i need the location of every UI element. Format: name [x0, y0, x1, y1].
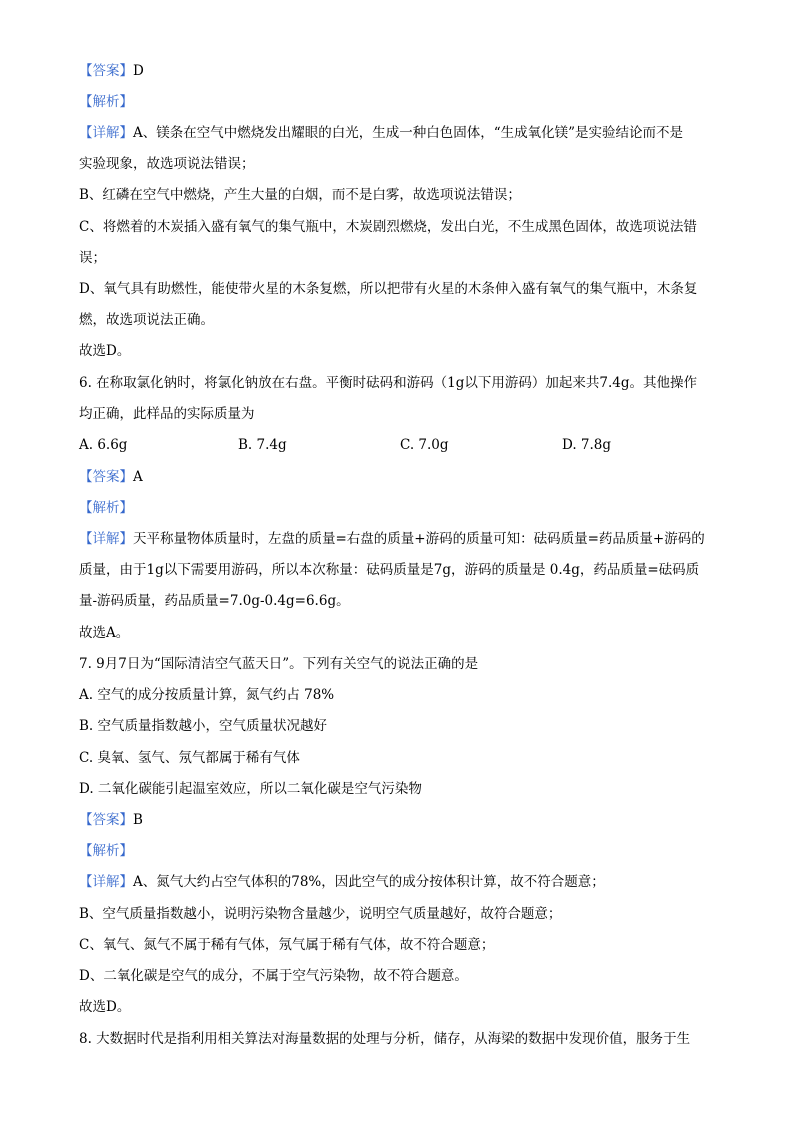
answer-line: [79, 61, 719, 81]
detail-text: D、二氧化碳是空气的成分，不属于空气污染物，故不符合题意。: [79, 968, 468, 984]
detail-text: A、氮气大约占空气体积的78%，因此空气的成分按体积计算，故不符合题意；: [133, 874, 605, 890]
detail-line: [79, 529, 719, 549]
detail-label: 【详解】: [79, 125, 133, 141]
answer-value: D: [133, 63, 144, 79]
answer-label: 【答案】: [79, 63, 133, 79]
answer-label: 【答案】: [79, 469, 133, 485]
question-stem: 7. 9月7日为“国际清洁空气蓝天日”。下列有关空气的说法正确的是: [79, 656, 479, 672]
detail-text: 质量，由于1g以下需要用游码，所以本次称量：砝码质量是7g，游码的质量是 0.4g，药品质量=砝码质: [79, 562, 700, 578]
analysis-line: [79, 841, 719, 861]
question-stem: 6. 在称取氯化钠时，将氯化钠放在右盘。平衡时砝码和游码（1g以下用游码）加起来共7.4g。其他操作: [79, 375, 698, 391]
detail-label: 【详解】: [79, 874, 133, 890]
answer-label: 【答案】: [79, 812, 133, 828]
detail-label: 【详解】: [79, 531, 133, 547]
conclusion-text: 故选D。: [79, 343, 131, 359]
analysis-label: 【解析】: [79, 500, 133, 516]
analysis-label: 【解析】: [79, 843, 133, 859]
option-b: B. 空气质量指数越小，空气质量状况越好: [79, 718, 328, 734]
detail-text: C、将燃着的木炭插入盛有氧气的集气瓶中，木炭剧烈燃烧，发出白光，不生成黑色固体，故选项说法错: [79, 219, 697, 235]
question-stem: 均正确，此样品的实际质量为: [79, 406, 255, 422]
detail-text: 天平称量物体质量时，左盘的质量=右盘的质量+游码的质量可知：砝码质量=药品质量+游码的: [133, 531, 705, 547]
answer-value: A: [133, 469, 143, 485]
detail-text: A、镁条在空气中燃烧发出耀眼的白光，生成一种白色固体，“生成氧化镁”是实验结论而不是: [133, 125, 684, 141]
conclusion-text: 故选D。: [79, 999, 131, 1015]
option-a: A. 6.6g: [79, 437, 128, 453]
analysis-label: 【解析】: [79, 94, 133, 110]
option-b: B. 7.4g: [238, 437, 287, 453]
option-c: C. 7.0g: [400, 437, 449, 453]
detail-text: 实验现象，故选项说法错误；: [79, 156, 255, 172]
detail-text: 燃，故选项说法正确。: [79, 312, 214, 328]
detail-text: C、氧气、氮气不属于稀有气体，氖气属于稀有气体，故不符合题意；: [79, 937, 495, 953]
detail-line: [79, 123, 719, 143]
detail-text: 量-游码质量，药品质量=7.0g-0.4g=6.6g。: [79, 593, 350, 609]
conclusion-text: 故选A。: [79, 625, 130, 641]
answer-line: [79, 467, 719, 487]
detail-text: D、氧气具有助燃性，能使带火星的木条复燃，所以把带有火星的木条伸入盛有氧气的集气瓶中，木条复: [79, 281, 698, 297]
analysis-line: [79, 92, 719, 112]
detail-text: B、空气质量指数越小，说明污染物含量越少，说明空气质量越好，故符合题意；: [79, 906, 562, 922]
detail-text: B、红磷在空气中燃烧，产生大量的白烟，而不是白雾，故选项说法错误；: [79, 187, 521, 203]
answer-value: B: [133, 812, 143, 828]
question-stem: 8. 大数据时代是指利用相关算法对海量数据的处理与分析，储存，从海梁的数据中发现价值，服务于生: [79, 1031, 691, 1047]
option-a: A. 空气的成分按质量计算，氮气约占 78%: [79, 687, 335, 703]
detail-text: 误；: [79, 250, 106, 266]
detail-line: [79, 872, 719, 892]
option-d: D. 7.8g: [562, 437, 612, 453]
answer-line: [79, 810, 719, 830]
option-c: C. 臭氧、氢气、氖气都属于稀有气体: [79, 750, 300, 766]
analysis-line: [79, 498, 719, 518]
option-d: D. 二氧化碳能引起温室效应，所以二氧化碳是空气污染物: [79, 781, 422, 797]
